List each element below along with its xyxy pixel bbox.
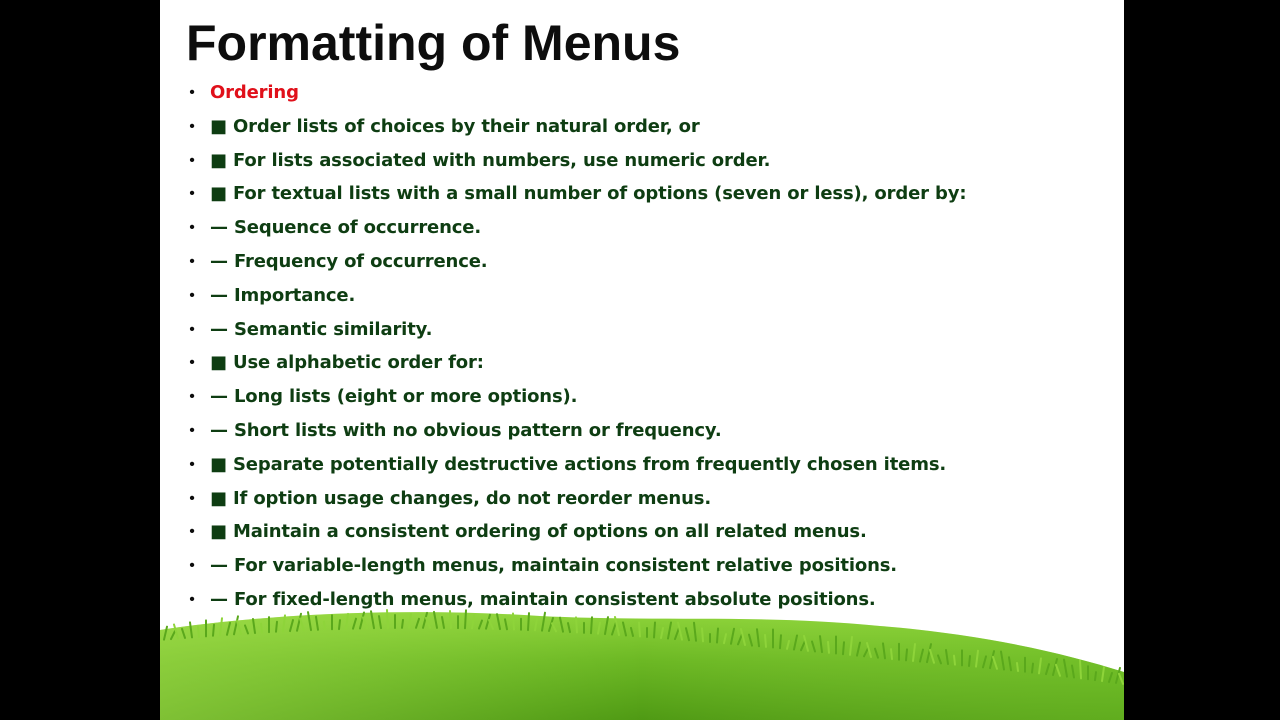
list-item-text: — For fixed-length menus, maintain consistent absolute positions. — [210, 588, 876, 610]
bullet-dot: • — [189, 354, 195, 372]
list-item-text: ■ For lists associated with numbers, use numeric order. — [210, 149, 771, 171]
list-item — [186, 414, 966, 448]
list-item-text: — Short lists with no obvious pattern or frequency. — [210, 419, 722, 441]
grass-hill-image — [160, 608, 1124, 720]
list-item — [186, 76, 966, 110]
list-item — [186, 448, 966, 482]
bullet-dot: • — [189, 590, 195, 608]
slide — [160, 0, 1124, 720]
bullet-dot: • — [189, 252, 195, 270]
list-item-text: ■ If option usage changes, do not reorder menus. — [210, 487, 712, 509]
list-item-text: — Frequency of occurrence. — [210, 250, 488, 272]
list-item — [186, 482, 966, 516]
list-item — [186, 279, 966, 313]
bullet-dot: • — [189, 185, 195, 203]
list-item — [186, 346, 966, 380]
bullet-dot: • — [189, 388, 195, 406]
bullet-dot: • — [189, 117, 195, 135]
list-item-text: — Semantic similarity. — [210, 318, 433, 340]
list-item — [186, 245, 966, 279]
bullet-list — [186, 76, 966, 617]
bullet-dot: • — [189, 84, 195, 101]
list-item-text: Ordering — [210, 82, 299, 103]
bullet-dot: • — [189, 320, 195, 338]
list-item-text: ■ For textual lists with a small number of options (seven or less), order by: — [210, 183, 967, 205]
list-item-text: ■ Separate potentially destructive actions from frequently chosen items. — [210, 453, 947, 475]
bullet-dot: • — [189, 523, 195, 541]
list-item-text: — Importance. — [210, 284, 356, 306]
list-item — [186, 515, 966, 549]
bullet-dot: • — [189, 151, 195, 169]
bullet-dot: • — [189, 455, 195, 473]
list-item — [186, 380, 966, 414]
bullet-dot: • — [189, 421, 195, 439]
list-item-text: — For variable-length menus, maintain consistent relative positions. — [210, 555, 897, 577]
slide-title: Formatting of Menus — [186, 15, 681, 71]
list-item-text: ■ Order lists of choices by their natural order, or — [210, 115, 700, 137]
list-item-text: ■ Use alphabetic order for: — [210, 352, 484, 374]
list-item — [186, 110, 966, 144]
list-item-text: ■ Maintain a consistent ordering of options on all related menus. — [210, 521, 867, 543]
list-item — [186, 211, 966, 245]
bullet-dot: • — [189, 557, 195, 575]
list-item-text: — Long lists (eight or more options). — [210, 386, 578, 408]
bullet-dot: • — [189, 219, 195, 237]
list-item — [186, 549, 966, 583]
list-item-text: — Sequence of occurrence. — [210, 217, 482, 239]
bullet-dot: • — [189, 286, 195, 304]
bullet-dot: • — [189, 489, 195, 507]
list-item — [186, 144, 966, 178]
list-item — [186, 177, 966, 211]
list-item — [186, 313, 966, 347]
